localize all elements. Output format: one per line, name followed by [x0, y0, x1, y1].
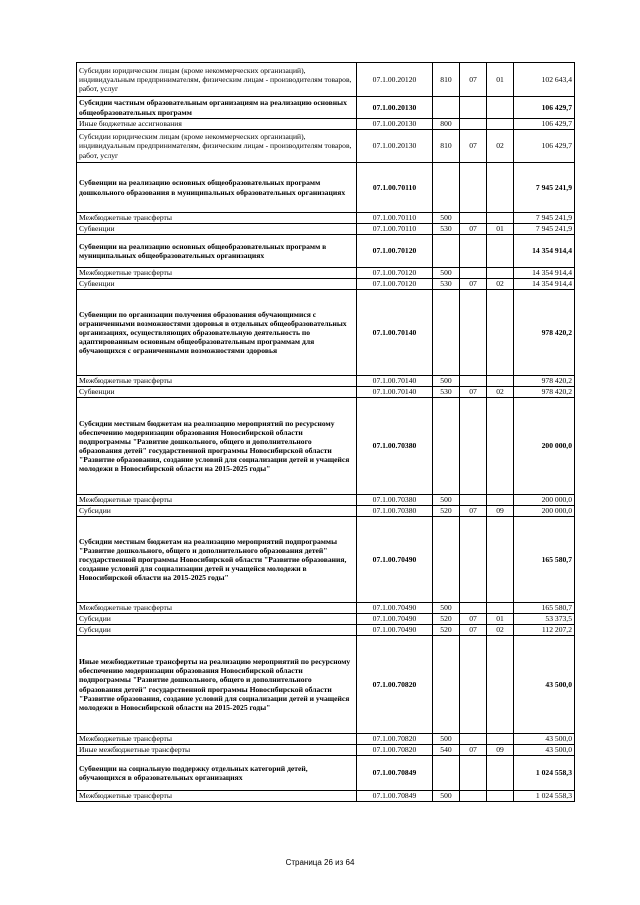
row-sum-cell: 7 945 241,9 — [514, 163, 575, 213]
row-subsection-cell — [487, 495, 514, 506]
row-code-cell: 07.1.00.70110 — [357, 163, 433, 213]
table-row — [77, 235, 575, 268]
row-code-cell: 07.1.00.20130 — [357, 97, 433, 119]
row-sum-cell: 112 207,2 — [514, 625, 575, 636]
row-code-cell: 07.1.00.70120 — [357, 279, 433, 290]
row-subsection-cell — [487, 734, 514, 745]
row-sum-cell: 978 420,2 — [514, 376, 575, 387]
row-expense-type-cell: 520 — [433, 614, 460, 625]
table-row — [77, 636, 575, 734]
row-subsection-cell — [487, 213, 514, 224]
row-expense-type-cell: 800 — [433, 119, 460, 130]
row-section-cell: 07 — [460, 625, 487, 636]
row-code-cell: 07.1.00.70849 — [357, 791, 433, 802]
table-row — [77, 376, 575, 387]
row-sum-cell: 1 024 558,3 — [514, 756, 575, 791]
row-code-cell: 07.1.00.70380 — [357, 495, 433, 506]
row-sum-cell: 1 024 558,3 — [514, 791, 575, 802]
row-expense-type-cell: 500 — [433, 603, 460, 614]
row-sum-cell: 43 500,0 — [514, 734, 575, 745]
row-name-cell: Субвенции на реализацию основных общеобразовательных программ в муниципальных общеобразовательных организациях — [77, 235, 357, 268]
row-subsection-cell: 01 — [487, 614, 514, 625]
row-sum-cell: 53 373,5 — [514, 614, 575, 625]
row-sum-cell: 106 429,7 — [514, 130, 575, 163]
row-sum-cell: 200 000,0 — [514, 398, 575, 495]
row-subsection-cell: 02 — [487, 625, 514, 636]
table-row — [77, 224, 575, 235]
row-sum-cell: 200 000,0 — [514, 506, 575, 517]
row-expense-type-cell: 530 — [433, 279, 460, 290]
row-section-cell — [460, 756, 487, 791]
row-section-cell — [460, 603, 487, 614]
row-name-cell: Субвенции — [77, 279, 357, 290]
row-subsection-cell: 09 — [487, 506, 514, 517]
row-subsection-cell — [487, 235, 514, 268]
row-name-cell: Субсидии частным образовательным организациям на реализацию основных общеобразовательных программ — [77, 97, 357, 119]
row-code-cell: 07.1.00.70490 — [357, 625, 433, 636]
row-expense-type-cell: 500 — [433, 268, 460, 279]
row-name-cell: Иные межбюджетные трансферты — [77, 745, 357, 756]
table-row — [77, 517, 575, 603]
row-name-cell: Межбюджетные трансферты — [77, 791, 357, 802]
row-expense-type-cell: 500 — [433, 213, 460, 224]
row-code-cell: 07.1.00.70380 — [357, 506, 433, 517]
row-subsection-cell — [487, 791, 514, 802]
row-code-cell: 07.1.00.70849 — [357, 756, 433, 791]
row-code-cell: 07.1.00.20130 — [357, 119, 433, 130]
table-row — [77, 506, 575, 517]
row-name-cell: Субвенции на реализацию основных общеобразовательных программ дошкольного образования в муниципальных образовательных организациях — [77, 163, 357, 213]
row-subsection-cell — [487, 517, 514, 603]
row-name-cell: Субсидии юридическим лицам (кроме некоммерческих организаций), индивидуальным предпринимателям, физическим лицам - производителям товаров, работ, услуг — [77, 63, 357, 97]
row-subsection-cell — [487, 119, 514, 130]
row-subsection-cell — [487, 756, 514, 791]
row-section-cell — [460, 376, 487, 387]
row-section-cell: 07 — [460, 506, 487, 517]
row-code-cell: 07.1.00.70490 — [357, 614, 433, 625]
row-expense-type-cell — [433, 756, 460, 791]
table-row — [77, 387, 575, 398]
row-code-cell: 07.1.00.70820 — [357, 745, 433, 756]
row-section-cell — [460, 791, 487, 802]
row-expense-type-cell: 500 — [433, 791, 460, 802]
table-row — [77, 398, 575, 495]
row-code-cell: 07.1.00.70490 — [357, 603, 433, 614]
row-sum-cell: 14 354 914,4 — [514, 279, 575, 290]
row-expense-type-cell — [433, 97, 460, 119]
row-code-cell: 07.1.00.70110 — [357, 213, 433, 224]
row-section-cell — [460, 290, 487, 376]
row-section-cell: 07 — [460, 387, 487, 398]
row-expense-type-cell: 530 — [433, 224, 460, 235]
page-number-label: Страница 26 из 64 — [285, 858, 355, 867]
row-code-cell: 07.1.00.70820 — [357, 734, 433, 745]
row-expense-type-cell — [433, 163, 460, 213]
row-expense-type-cell: 540 — [433, 745, 460, 756]
row-sum-cell: 106 429,7 — [514, 119, 575, 130]
table-row — [77, 745, 575, 756]
row-subsection-cell — [487, 603, 514, 614]
table-row — [77, 625, 575, 636]
row-expense-type-cell: 500 — [433, 495, 460, 506]
row-sum-cell: 200 000,0 — [514, 495, 575, 506]
row-name-cell: Субвенции — [77, 387, 357, 398]
row-section-cell: 07 — [460, 63, 487, 97]
row-section-cell — [460, 636, 487, 734]
row-name-cell: Субвенции на социальную поддержку отдельных категорий детей, обучающихся в образовательных организациях — [77, 756, 357, 791]
row-subsection-cell: 02 — [487, 387, 514, 398]
row-section-cell: 07 — [460, 614, 487, 625]
row-name-cell: Субвенции по организации получения образования обучающимися с ограниченными возможностями здоровья в отдельных общеобразовательных организациях, осуществляющих образовательную деятельность по адаптированным основным общеобразовательным программам для обучающихся с ограниченными возможностями здоровья — [77, 290, 357, 376]
row-code-cell: 07.1.00.70140 — [357, 387, 433, 398]
row-name-cell: Межбюджетные трансферты — [77, 213, 357, 224]
row-section-cell — [460, 97, 487, 119]
row-expense-type-cell — [433, 517, 460, 603]
row-expense-type-cell: 520 — [433, 506, 460, 517]
row-sum-cell: 165 580,7 — [514, 517, 575, 603]
row-code-cell: 07.1.00.70490 — [357, 517, 433, 603]
row-expense-type-cell: 810 — [433, 130, 460, 163]
row-subsection-cell — [487, 290, 514, 376]
row-name-cell: Иные межбюджетные трансферты на реализацию мероприятий по ресурсному обеспечению модернизации образования Новосибирской области подпрограммы "Развитие дошкольного, общего и дополнительного образования детей" государственной программы Новосибирской области "Развитие образования, создание условий для социализации детей и учащейся молодежи в Новосибирской области на 2015-2025 годы" — [77, 636, 357, 734]
row-subsection-cell: 02 — [487, 279, 514, 290]
row-subsection-cell: 09 — [487, 745, 514, 756]
row-section-cell — [460, 163, 487, 213]
row-sum-cell: 14 354 914,4 — [514, 235, 575, 268]
table-row — [77, 130, 575, 163]
row-sum-cell: 978 420,2 — [514, 387, 575, 398]
row-subsection-cell — [487, 398, 514, 495]
row-section-cell — [460, 119, 487, 130]
row-expense-type-cell — [433, 235, 460, 268]
row-sum-cell: 102 643,4 — [514, 63, 575, 97]
budget-table — [76, 62, 575, 802]
row-expense-type-cell — [433, 290, 460, 376]
row-code-cell: 07.1.00.70120 — [357, 268, 433, 279]
row-name-cell: Субсидии — [77, 614, 357, 625]
row-code-cell: 07.1.00.20130 — [357, 130, 433, 163]
row-section-cell — [460, 517, 487, 603]
row-sum-cell: 106 429,7 — [514, 97, 575, 119]
table-row — [77, 603, 575, 614]
row-section-cell — [460, 235, 487, 268]
row-section-cell: 07 — [460, 224, 487, 235]
row-section-cell: 07 — [460, 279, 487, 290]
row-code-cell: 07.1.00.70110 — [357, 224, 433, 235]
row-sum-cell: 43 500,0 — [514, 745, 575, 756]
row-code-cell: 07.1.00.70380 — [357, 398, 433, 495]
row-expense-type-cell: 500 — [433, 376, 460, 387]
row-code-cell: 07.1.00.20120 — [357, 63, 433, 97]
row-sum-cell: 7 945 241,9 — [514, 213, 575, 224]
row-sum-cell: 14 354 914,4 — [514, 268, 575, 279]
row-name-cell: Иные бюджетные ассигнования — [77, 119, 357, 130]
row-code-cell: 07.1.00.70120 — [357, 235, 433, 268]
row-section-cell — [460, 398, 487, 495]
table-row — [77, 614, 575, 625]
table-row — [77, 163, 575, 213]
row-expense-type-cell: 810 — [433, 63, 460, 97]
row-section-cell: 07 — [460, 745, 487, 756]
row-section-cell — [460, 268, 487, 279]
table-row — [77, 279, 575, 290]
row-sum-cell: 978 420,2 — [514, 290, 575, 376]
row-section-cell — [460, 495, 487, 506]
row-name-cell: Субсидии — [77, 506, 357, 517]
row-name-cell: Субсидии юридическим лицам (кроме некоммерческих организаций), индивидуальным предпринимателям, физическим лицам - производителям товаров, работ, услуг — [77, 130, 357, 163]
table-row — [77, 268, 575, 279]
row-subsection-cell — [487, 636, 514, 734]
row-expense-type-cell: 500 — [433, 734, 460, 745]
row-name-cell: Межбюджетные трансферты — [77, 734, 357, 745]
table-row — [77, 290, 575, 376]
row-name-cell: Межбюджетные трансферты — [77, 376, 357, 387]
row-name-cell: Субсидии — [77, 625, 357, 636]
table-row — [77, 495, 575, 506]
row-subsection-cell: 02 — [487, 130, 514, 163]
row-name-cell: Межбюджетные трансферты — [77, 495, 357, 506]
row-code-cell: 07.1.00.70140 — [357, 290, 433, 376]
table-row — [77, 734, 575, 745]
table-row — [77, 756, 575, 791]
row-subsection-cell: 01 — [487, 63, 514, 97]
row-code-cell: 07.1.00.70820 — [357, 636, 433, 734]
table-row — [77, 63, 575, 97]
row-expense-type-cell — [433, 398, 460, 495]
row-name-cell: Субсидии местным бюджетам на реализацию мероприятий подпрограммы "Развитие дошкольного, общего и дополнительного образования детей" государственной программы Новосибирской области "Развитие образования, создание условий для социализации детей и учащейся молодежи в Новосибирской области на 2015-2025 годы" — [77, 517, 357, 603]
row-code-cell: 07.1.00.70140 — [357, 376, 433, 387]
row-section-cell — [460, 213, 487, 224]
row-section-cell — [460, 734, 487, 745]
row-section-cell: 07 — [460, 130, 487, 163]
table-row — [77, 119, 575, 130]
table-row — [77, 791, 575, 802]
row-expense-type-cell: 530 — [433, 387, 460, 398]
row-expense-type-cell — [433, 636, 460, 734]
row-name-cell: Межбюджетные трансферты — [77, 268, 357, 279]
row-subsection-cell — [487, 163, 514, 213]
row-name-cell: Субсидии местным бюджетам на реализацию мероприятий по ресурсному обеспечению модернизации образования Новосибирской области подпрограммы "Развитие дошкольного, общего и дополнительного образования детей" государственной программы Новосибирской области "Развитие образования, создание условий для социализации детей и учащейся молодежи в Новосибирской области на 2015-2025 годы" — [77, 398, 357, 495]
row-sum-cell: 7 945 241,9 — [514, 224, 575, 235]
row-name-cell: Межбюджетные трансферты — [77, 603, 357, 614]
row-subsection-cell — [487, 376, 514, 387]
row-expense-type-cell: 520 — [433, 625, 460, 636]
row-sum-cell: 43 500,0 — [514, 636, 575, 734]
table-body — [77, 63, 575, 802]
page-footer — [0, 858, 640, 867]
table-row — [77, 213, 575, 224]
row-subsection-cell: 01 — [487, 224, 514, 235]
row-sum-cell: 165 580,7 — [514, 603, 575, 614]
row-subsection-cell — [487, 268, 514, 279]
row-subsection-cell — [487, 97, 514, 119]
table-row — [77, 97, 575, 119]
row-name-cell: Субвенции — [77, 224, 357, 235]
